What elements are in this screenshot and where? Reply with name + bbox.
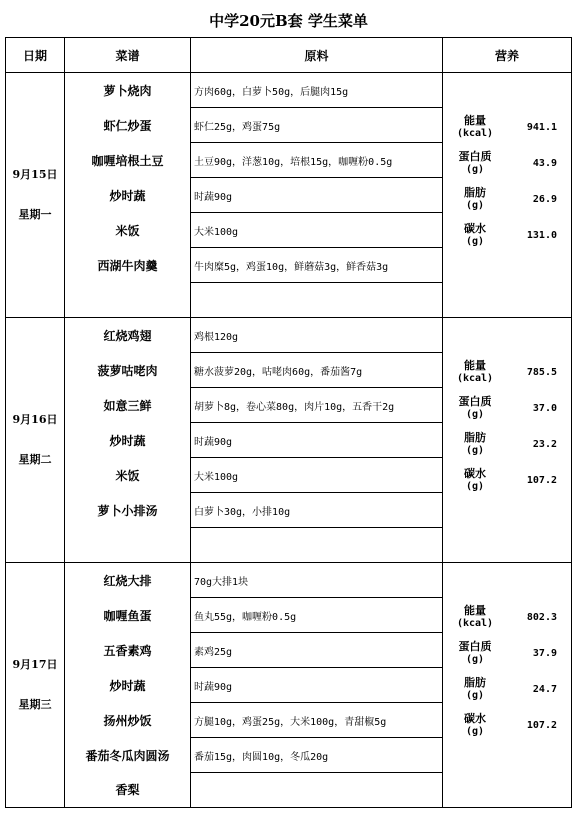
dish-ingredients: 土豆90g，洋葱10g，培根15g，咖喱粉0.5g (191, 143, 443, 178)
dish-ingredients: 胡萝卜8g，卷心菜80g，肉片10g，五香干2g (191, 388, 443, 423)
nutrition-label-group (443, 395, 507, 421)
dish-name (65, 528, 191, 563)
dish-name: 虾仁炒蛋 (65, 108, 191, 143)
dish-name: 扬州炒饭 (65, 703, 191, 738)
dish-ingredients: 番茄15g，肉圆10g，冬瓜20g (191, 738, 443, 773)
table-header-row (6, 38, 572, 73)
nutrition-label-group (443, 114, 507, 140)
nutrition-label-group (443, 222, 507, 248)
day-date: 9月16日 (12, 413, 58, 426)
dish-ingredients: 鱼丸55g，咖喱粉0.5g (191, 598, 443, 633)
nutrition-value: 37.0 (532, 402, 557, 414)
nutrition-item (443, 145, 571, 181)
nutrition-label: 脂肪 (464, 431, 486, 444)
dish-name: 香梨 (65, 773, 191, 808)
nutrition-value: 941.1 (526, 121, 557, 133)
dish-name: 萝卜小排汤 (65, 493, 191, 528)
nutrition-label-group (443, 186, 507, 212)
nutrition-label-group (443, 676, 507, 702)
nutrition-label-group (443, 359, 507, 385)
dish-ingredients: 时蔬90g (191, 423, 443, 458)
dish-ingredients (191, 528, 443, 563)
nutrition-item (443, 599, 571, 635)
dish-name: 萝卜烧肉 (65, 73, 191, 108)
nutrition-item (443, 109, 571, 145)
nutrition-unit: (g) (465, 409, 485, 420)
nutrition-item (443, 426, 571, 462)
table-row (6, 563, 572, 598)
dish-name: 炒时蔬 (65, 668, 191, 703)
dish-name: 咖喱培根土豆 (65, 143, 191, 178)
dish-name: 炒时蔬 (65, 423, 191, 458)
menu-table (5, 37, 572, 808)
dish-ingredients: 糖水菠萝20g，咕咾肉60g，番茄酱7g (191, 353, 443, 388)
nutrition-value: 43.9 (532, 157, 557, 169)
nutrition-value: 131.0 (526, 229, 557, 241)
day-date-cell (6, 318, 65, 563)
day-weekday: 星期一 (18, 208, 52, 221)
day-date-cell (6, 563, 65, 808)
header-nutrition: 营养 (443, 38, 572, 73)
menu-table-container (5, 37, 571, 808)
nutrition-label: 碳水 (464, 222, 486, 235)
nutrition-unit: (g) (465, 481, 485, 492)
nutrition-value: 107.2 (526, 474, 557, 486)
dish-name: 如意三鲜 (65, 388, 191, 423)
nutrition-unit: (g) (465, 164, 485, 175)
dish-name: 菠萝咕咾肉 (65, 353, 191, 388)
nutrition-value: 107.2 (526, 719, 557, 731)
table-body (6, 73, 572, 808)
nutrition-label-group (443, 467, 507, 493)
header-dish: 菜谱 (65, 38, 191, 73)
dish-name: 红烧鸡翅 (65, 318, 191, 353)
nutrition-label-group (443, 431, 507, 457)
dish-ingredients: 白萝卜30g，小排10g (191, 493, 443, 528)
dish-name: 番茄冬瓜肉圆汤 (65, 738, 191, 773)
dish-ingredients: 方腿10g，鸡蛋25g，大米100g，青甜椒5g (191, 703, 443, 738)
nutrition-unit: (g) (465, 654, 485, 665)
table-row (6, 73, 572, 108)
nutrition-label: 蛋白质 (458, 395, 492, 408)
day-weekday: 星期二 (18, 453, 52, 466)
nutrition-item (443, 354, 571, 390)
nutrition-label: 脂肪 (464, 186, 486, 199)
nutrition-label-group (443, 712, 507, 738)
nutrition-label: 能量 (464, 604, 486, 617)
nutrition-label: 脂肪 (464, 676, 486, 689)
nutrition-unit: (g) (465, 726, 485, 737)
nutrition-item (443, 217, 571, 253)
day-date: 9月17日 (12, 658, 58, 671)
nutrition-label: 能量 (464, 359, 486, 372)
nutrition-item (443, 707, 571, 743)
dish-ingredients (191, 283, 443, 318)
nutrition-value: 24.7 (532, 683, 557, 695)
nutrition-value: 26.9 (532, 193, 557, 205)
menu-title: 中学20元B套 学生菜单 (209, 12, 368, 30)
nutrition-unit: (kcal) (456, 128, 494, 139)
dish-name: 米饭 (65, 213, 191, 248)
nutrition-label: 蛋白质 (458, 150, 492, 163)
nutrition-value: 23.2 (532, 438, 557, 450)
nutrition-item (443, 635, 571, 671)
day-date-cell (6, 73, 65, 318)
dish-ingredients: 牛肉糜5g，鸡蛋10g，鲜蘑菇3g，鲜香菇3g (191, 248, 443, 283)
nutrition-unit: (kcal) (456, 618, 494, 629)
nutrition-label: 蛋白质 (458, 640, 492, 653)
nutrition-cell (443, 73, 572, 318)
table-row (6, 318, 572, 353)
dish-ingredients: 70g大排1块 (191, 563, 443, 598)
nutrition-label-group (443, 604, 507, 630)
dish-name: 西湖牛肉羹 (65, 248, 191, 283)
nutrition-item (443, 181, 571, 217)
dish-name: 米饭 (65, 458, 191, 493)
nutrition-label: 能量 (464, 114, 486, 127)
nutrition-item (443, 671, 571, 707)
dish-name: 红烧大排 (65, 563, 191, 598)
nutrition-unit: (g) (465, 445, 485, 456)
nutrition-label-group (443, 640, 507, 666)
nutrition-label: 碳水 (464, 712, 486, 725)
dish-ingredients: 鸡根120g (191, 318, 443, 353)
nutrition-cell (443, 318, 572, 563)
nutrition-item (443, 390, 571, 426)
dish-name (65, 283, 191, 318)
nutrition-label-group (443, 150, 507, 176)
nutrition-unit: (g) (465, 690, 485, 701)
dish-ingredients: 虾仁25g，鸡蛋75g (191, 108, 443, 143)
dish-name: 咖喱鱼蛋 (65, 598, 191, 633)
nutrition-item (443, 462, 571, 498)
nutrition-cell (443, 563, 572, 808)
nutrition-unit: (g) (465, 236, 485, 247)
dish-name: 五香素鸡 (65, 633, 191, 668)
nutrition-unit: (kcal) (456, 373, 494, 384)
header-date: 日期 (6, 38, 65, 73)
dish-ingredients: 时蔬90g (191, 668, 443, 703)
dish-ingredients: 素鸡25g (191, 633, 443, 668)
dish-ingredients: 大米100g (191, 213, 443, 248)
dish-ingredients (191, 773, 443, 808)
nutrition-label: 碳水 (464, 467, 486, 480)
dish-name: 炒时蔬 (65, 178, 191, 213)
nutrition-value: 37.9 (532, 647, 557, 659)
dish-ingredients: 方肉60g，白萝卜50g，后腿肉15g (191, 73, 443, 108)
day-date: 9月15日 (12, 168, 58, 181)
nutrition-value: 785.5 (526, 366, 557, 378)
nutrition-value: 802.3 (526, 611, 557, 623)
dish-ingredients: 大米100g (191, 458, 443, 493)
nutrition-unit: (g) (465, 200, 485, 211)
dish-ingredients: 时蔬90g (191, 178, 443, 213)
header-ingredients: 原料 (191, 38, 443, 73)
day-weekday: 星期三 (18, 698, 52, 711)
